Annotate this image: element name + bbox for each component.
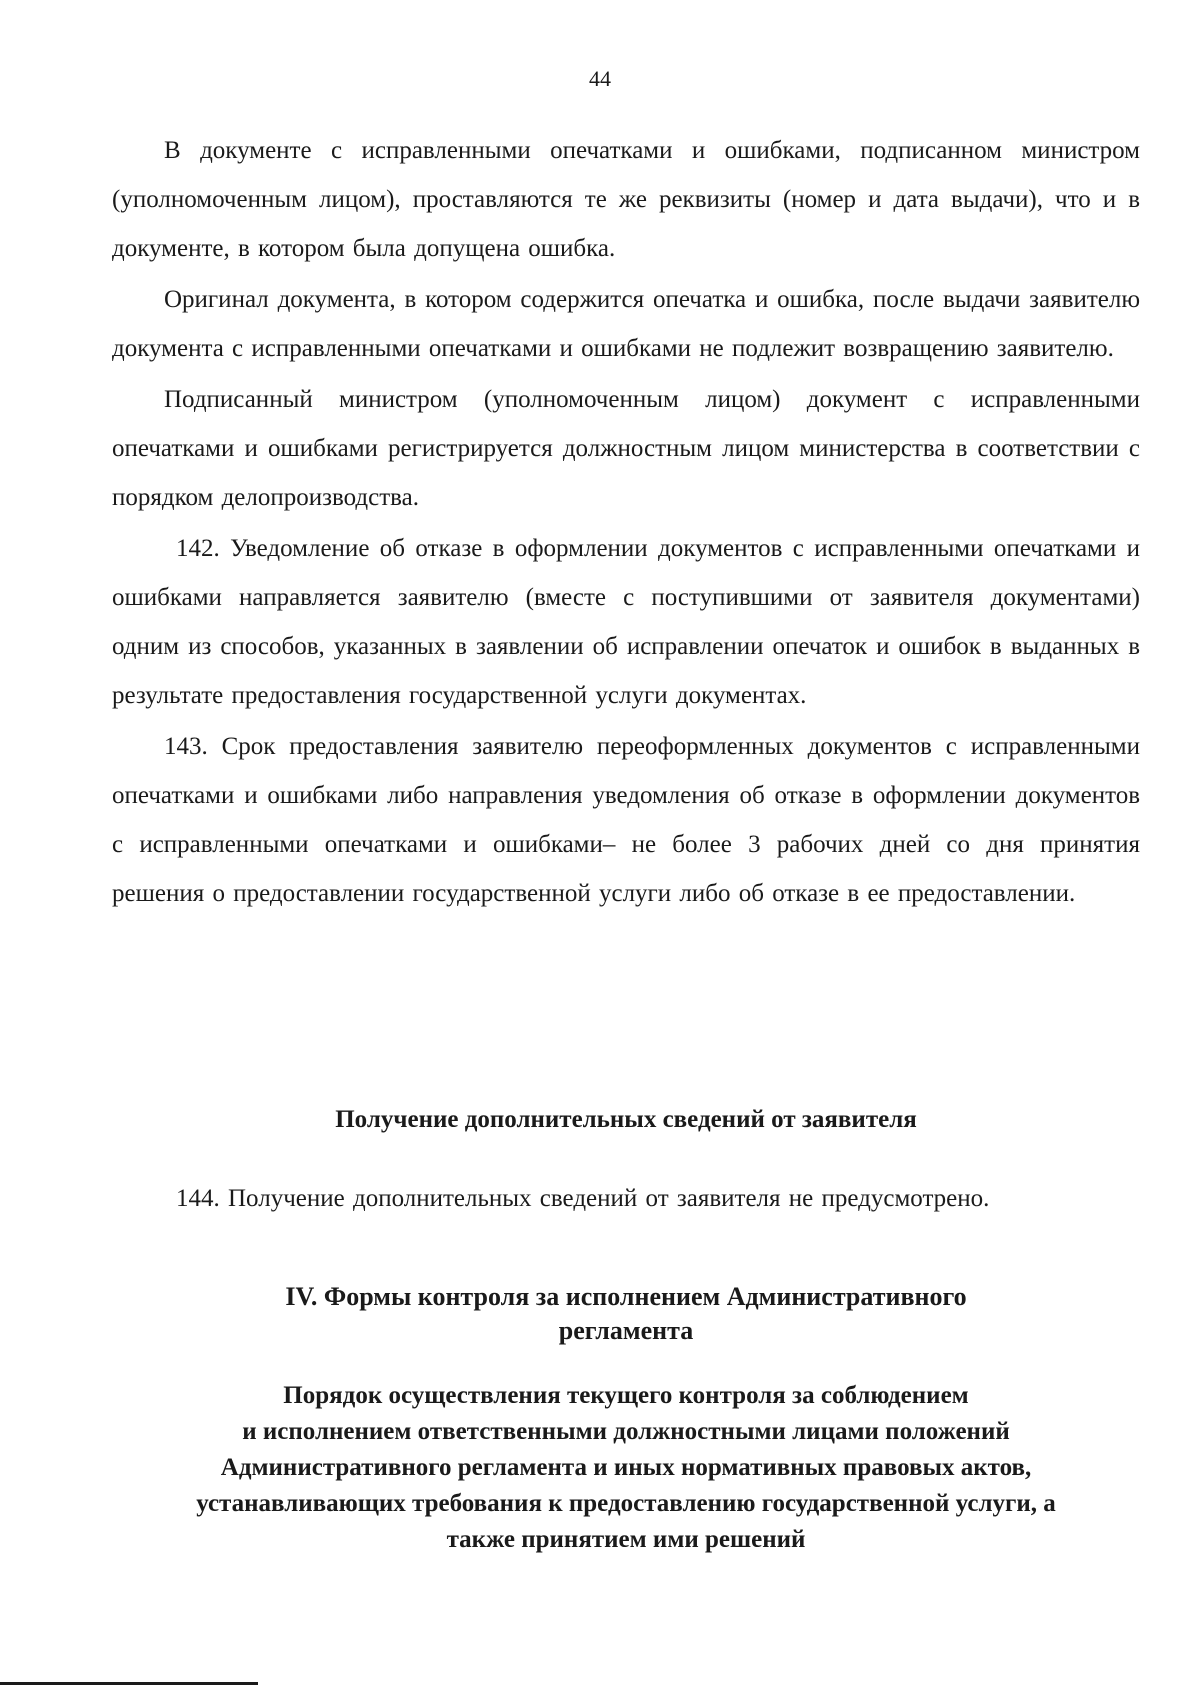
paragraph-144: 144. Получение дополнительных сведений от заявителя не предусмотрено.	[176, 1185, 990, 1212]
subheading-additional-info	[112, 1104, 1140, 1136]
paragraph-corrected-document-details: В документе с исправленными опечатками и ошибками, подписанном министром (уполномоченным лицом), проставляются те же реквизиты (номер и дата выдачи), что и в документе, в котором была допущена ошибка.	[112, 137, 1140, 262]
footnote-separator	[0, 1682, 258, 1685]
paragraph-142: 142. Уведомление об отказе в оформлении документов с исправленными опечатками и ошибками направляется заявителю (вместе с поступившими от заявителя документами) одним из способов, указанных в заявлении об исправлении опечаток и ошибок в выданных в результате предоставления государственной услуги документах.	[112, 535, 1140, 709]
section-heading-line-1: IV. Формы контроля за исполнением Административного	[285, 1282, 967, 1311]
order-heading-line-5: также принятием ими решений	[446, 1526, 806, 1553]
order-heading-line-2: и исполнением ответственными должностными лицами положений	[242, 1418, 1010, 1445]
paragraph-original-not-returned: Оригинал документа, в котором содержится опечатка и ошибка, после выдачи заявителю документа с исправленными опечатками и ошибками не подлежит возвращению заявителю.	[112, 286, 1140, 362]
order-heading	[112, 1378, 1140, 1558]
paragraph-registration: Подписанный министром (уполномоченным лицом) документ с исправленными опечатками и ошибками регистрируется должностным лицом министерства в соответствии с порядком делопроизводства.	[112, 386, 1140, 511]
order-heading-line-1: Порядок осуществления текущего контроля за соблюдением	[283, 1382, 969, 1409]
body-text	[112, 126, 1140, 920]
order-heading-line-4: устанавливающих требования к предоставлению государственной услуги, а	[196, 1490, 1056, 1517]
section-heading-line-2: регламента	[558, 1316, 694, 1345]
section-heading-iv	[112, 1280, 1140, 1348]
page-number: 44	[589, 66, 611, 91]
paragraph-144-block	[112, 1174, 1140, 1225]
order-heading-line-3: Административного регламента и иных нормативных правовых актов,	[220, 1454, 1032, 1481]
paragraph-143: 143. Срок предоставления заявителю переоформленных документов с исправленными опечатками и ошибками либо направления уведомления об отказе в оформлении документов с исправленными опечатками и ошибками– не более 3 рабочих дней со дня принятия решения о предоставлении государственной услуги либо об отказе в ее предоставлении.	[112, 733, 1140, 907]
subheading-text: Получение дополнительных сведений от заявителя	[335, 1106, 917, 1133]
